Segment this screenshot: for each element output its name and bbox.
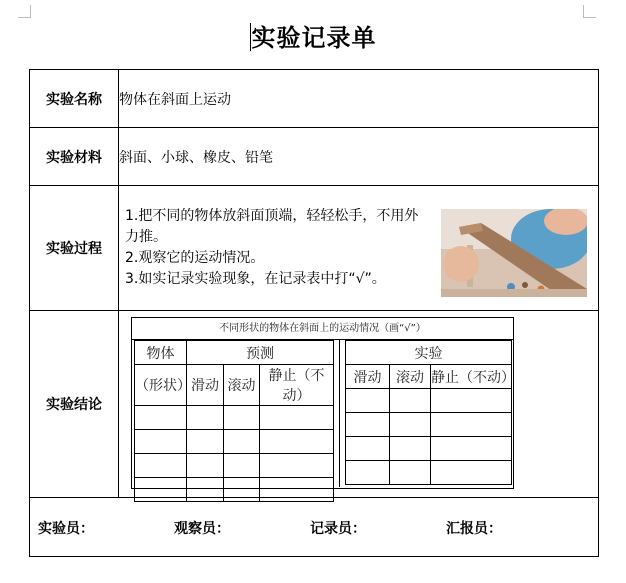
process-steps <box>125 206 430 290</box>
row-materials <box>30 128 599 186</box>
table-row <box>135 430 334 454</box>
staff-reporter: 汇报员： <box>446 521 502 537</box>
page-corner-mark-left <box>18 5 31 18</box>
object-header: 物体 <box>135 341 187 365</box>
observation-table <box>131 317 514 489</box>
row-conclusion <box>30 311 599 498</box>
table-cell[interactable] <box>135 430 187 454</box>
label-conclusion: 实验结论 <box>30 311 119 498</box>
row-experiment-name <box>30 70 599 128</box>
staff-experimenter: 实验员： <box>38 521 94 537</box>
table-cell[interactable] <box>260 454 334 478</box>
prediction-grid <box>134 340 334 502</box>
table-cell[interactable] <box>346 413 390 437</box>
conclusion-cell <box>119 311 599 498</box>
experiment-header: 实验 <box>346 341 512 365</box>
table-row <box>135 454 334 478</box>
process-step-2: 2.观察它的运动情况。 <box>125 250 265 266</box>
table-cell[interactable] <box>431 389 512 413</box>
observation-table-title: 不同形状的物体在斜面上的运动情况（画“√”） <box>132 318 513 340</box>
table-cell[interactable] <box>390 389 431 413</box>
predict-header: 预测 <box>187 341 334 365</box>
experiment-col-still: 静止（不动） <box>431 365 512 389</box>
table-cell[interactable] <box>187 406 224 430</box>
process-step-1: 1.把不同的物体放斜面顶端，轻轻松手，不用外力推。 <box>125 208 419 245</box>
label-experiment-name: 实验名称 <box>30 70 119 128</box>
table-cell[interactable] <box>224 454 260 478</box>
table-cell[interactable] <box>431 461 512 485</box>
table-cell[interactable] <box>224 430 260 454</box>
label-process: 实验过程 <box>30 186 119 311</box>
table-cell[interactable] <box>346 461 390 485</box>
value-materials: 斜面、小球、橡皮、铅笔 <box>119 128 599 186</box>
table-cell[interactable] <box>390 461 431 485</box>
value-experiment-name: 物体在斜面上运动 <box>119 70 599 128</box>
table-cell[interactable] <box>135 406 187 430</box>
table-cell[interactable] <box>390 413 431 437</box>
process-step-3: 3.如实记录实验现象，在记录表中打“√”。 <box>125 271 386 287</box>
experiment-photo <box>441 209 587 297</box>
predict-col-still: 静止（不动） <box>260 365 334 406</box>
table-cell[interactable] <box>260 430 334 454</box>
table-cell[interactable] <box>431 413 512 437</box>
table-cell[interactable] <box>346 437 390 461</box>
document-title[interactable] <box>0 18 626 58</box>
table-cell[interactable] <box>431 437 512 461</box>
table-row <box>346 413 512 437</box>
text-cursor <box>250 23 251 51</box>
table-cell[interactable] <box>390 437 431 461</box>
table-row <box>346 461 512 485</box>
staff-recorder: 记录员： <box>310 521 366 537</box>
table-cell[interactable] <box>260 406 334 430</box>
experiment-col-roll: 滚动 <box>390 365 431 389</box>
staff-cell <box>30 498 599 557</box>
row-process <box>30 186 599 311</box>
staff-observer: 观察员： <box>174 521 230 537</box>
document-title-text: 实验记录单 <box>251 24 377 52</box>
record-table <box>29 69 599 557</box>
table-row <box>135 406 334 430</box>
object-subheader: （形状） <box>135 365 187 406</box>
table-cell[interactable] <box>187 430 224 454</box>
page-corner-mark-right <box>583 5 596 18</box>
table-divider <box>339 340 340 487</box>
table-row <box>346 437 512 461</box>
table-cell[interactable] <box>187 454 224 478</box>
table-cell[interactable] <box>224 406 260 430</box>
label-materials: 实验材料 <box>30 128 119 186</box>
table-cell[interactable] <box>135 454 187 478</box>
experiment-grid <box>345 340 515 485</box>
table-cell[interactable] <box>346 389 390 413</box>
table-row <box>346 389 512 413</box>
predict-col-roll: 滚动 <box>224 365 260 406</box>
predict-col-slide: 滑动 <box>187 365 224 406</box>
experiment-col-slide: 滑动 <box>346 365 390 389</box>
process-cell <box>119 186 599 311</box>
row-staff <box>30 498 599 557</box>
